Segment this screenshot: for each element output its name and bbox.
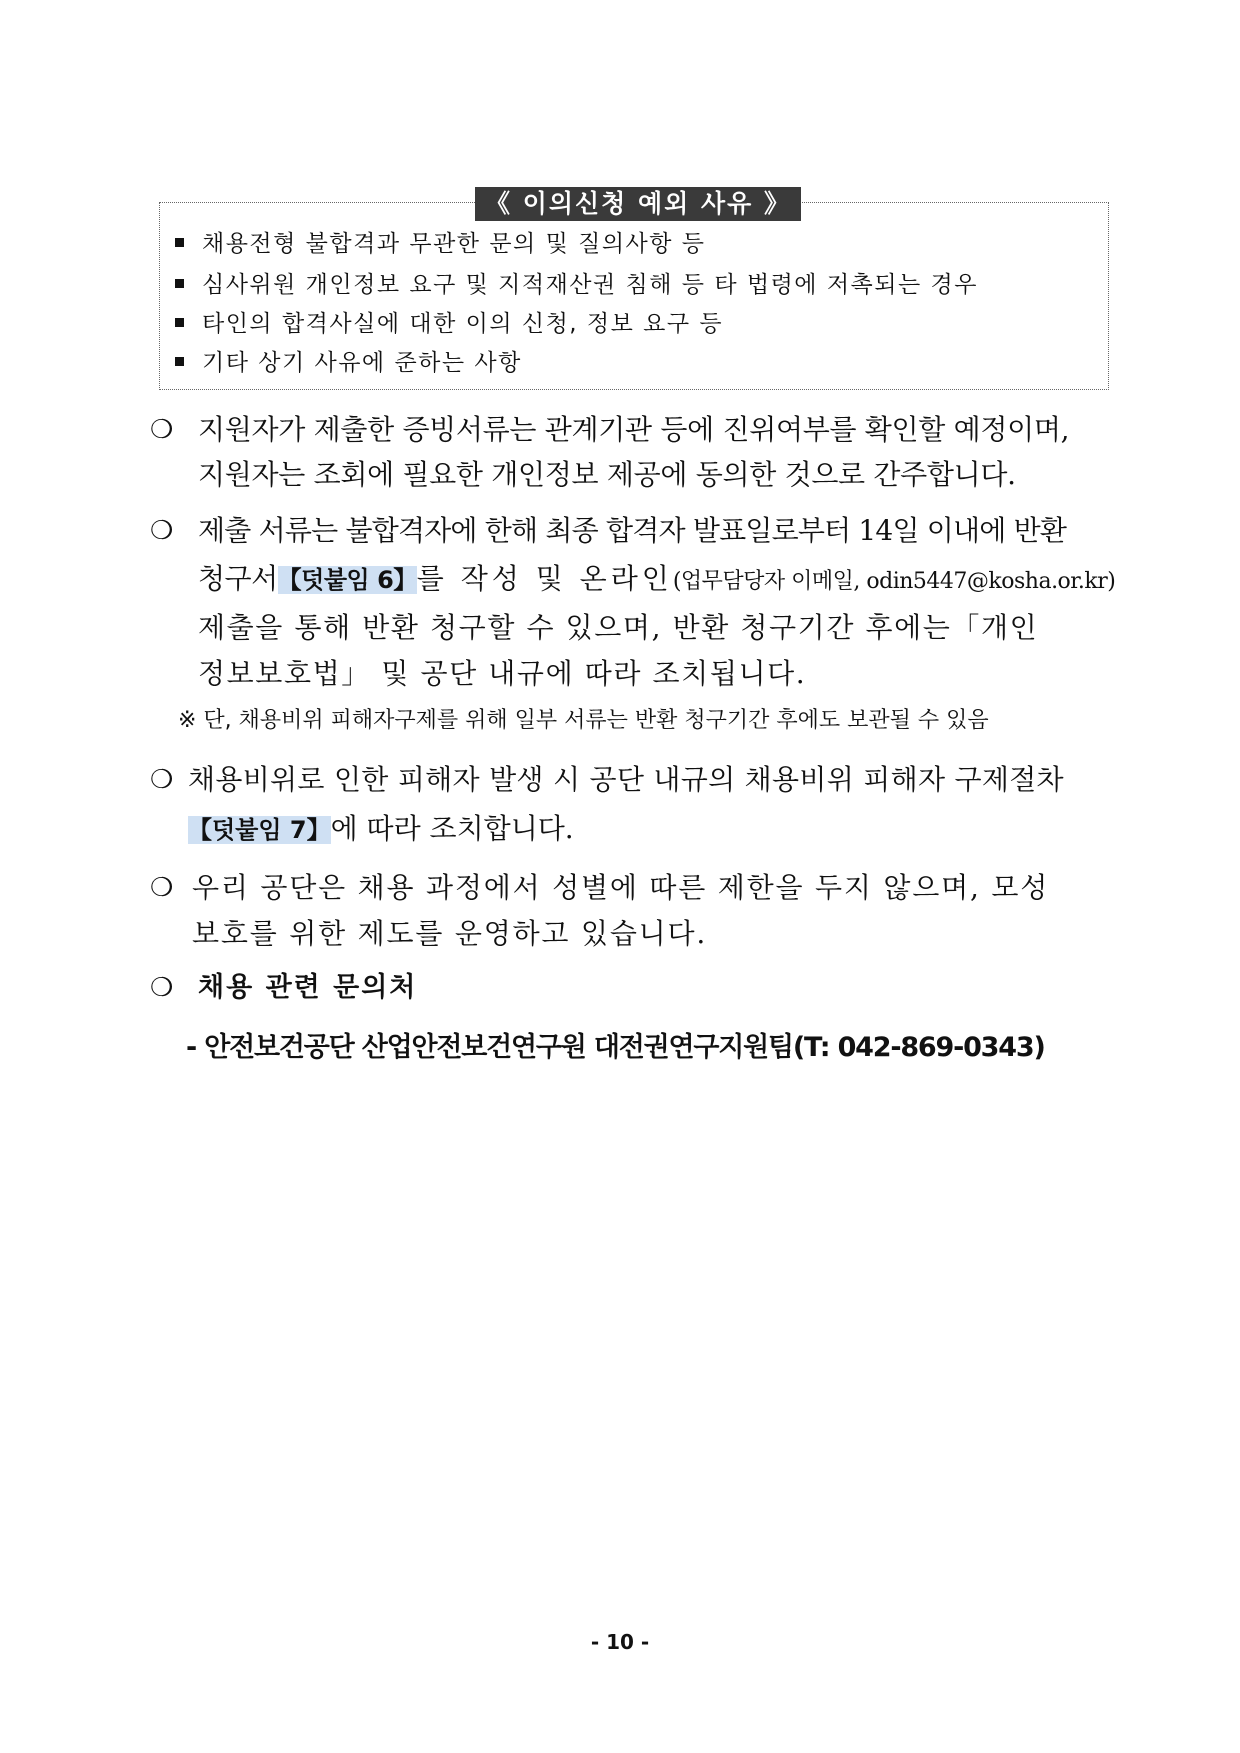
circle-bullet-icon: ❍ <box>150 973 174 1003</box>
square-bullet-icon <box>175 238 184 247</box>
paragraph-gender-line: 우리 공단은 채용 과정에서 성별에 따른 제한을 두지 않으며, 모성 <box>192 871 1050 904</box>
paragraph-verification-line: 지원자는 조회에 필요한 개인정보 제공에 동의한 것으로 간주합니다. <box>198 458 1016 491</box>
exception-item-text: 타인의 합격사실에 대한 이의 신청, 정보 요구 등 <box>202 311 724 337</box>
exception-item <box>175 309 723 339</box>
paragraph-return-line <box>198 561 1115 600</box>
square-bullet-icon <box>175 357 184 366</box>
exception-item <box>175 270 978 300</box>
exception-item-text: 채용전형 불합격과 무관한 문의 및 질의사항 등 <box>202 231 706 257</box>
circle-bullet-icon: ❍ <box>150 516 174 546</box>
exception-item-text: 기타 상기 사유에 준하는 사항 <box>202 350 522 376</box>
exception-box-title: 《 이의신청 예외 사유 》 <box>475 187 801 221</box>
paragraph-return-line: 제출을 통해 반환 청구할 수 있으며, 반환 청구기간 후에는「개인 <box>198 611 1039 644</box>
circle-bullet-icon: ❍ <box>150 765 174 795</box>
paragraph-return-line: 제출 서류는 불합격자에 한해 최종 합격자 발표일로부터 14일 이내에 반환 <box>198 514 1067 547</box>
exception-item <box>175 229 706 259</box>
contact-heading: 채용 관련 문의처 <box>198 972 418 1003</box>
contact-email-text: (업무담당자 이메일, odin5447@kosha.or.kr) <box>672 569 1116 594</box>
circle-bullet-icon: ❍ <box>150 873 174 903</box>
paragraph-relief-line <box>188 811 574 848</box>
paragraph-return-line: 정보보호법」 및 공단 내규에 따라 조치됩니다. <box>198 657 807 690</box>
exception-item-text: 심사위원 개인정보 요구 및 지적재산권 침해 등 타 법령에 저촉되는 경우 <box>202 272 978 298</box>
attachment-7-reference: 【덧붙임 7】 <box>188 816 331 844</box>
contact-info: - 안전보건공단 산업안전보건연구원 대전권연구지원팀(T: 042-869-0343) <box>186 1032 1045 1063</box>
square-bullet-icon <box>175 318 184 327</box>
paragraph-verification-line: 지원자가 제출한 증빙서류는 관계기관 등에 진위여부를 확인할 예정이며, <box>198 413 1070 446</box>
page-number: - 10 - <box>590 1630 650 1654</box>
attachment-6-reference: 【덧붙임 6】 <box>277 566 417 594</box>
circle-bullet-icon: ❍ <box>150 415 174 445</box>
paragraph-return-text: 를 작성 및 온라인 <box>416 562 673 595</box>
paragraph-return-text: 청구서 <box>198 562 278 595</box>
square-bullet-icon <box>175 279 184 288</box>
paragraph-relief-text: 에 따라 조치합니다. <box>330 812 574 845</box>
paragraph-relief-line: 채용비위로 인한 피해자 발생 시 공단 내규의 채용비위 피해자 구제절차 <box>188 763 1064 796</box>
retention-note: ※ 단, 채용비위 피해자구제를 위해 일부 서류는 반환 청구기간 후에도 보관될 수 있음 <box>178 708 989 733</box>
exception-item <box>175 348 522 378</box>
paragraph-gender-line: 보호를 위한 제도를 운영하고 있습니다. <box>192 917 708 950</box>
